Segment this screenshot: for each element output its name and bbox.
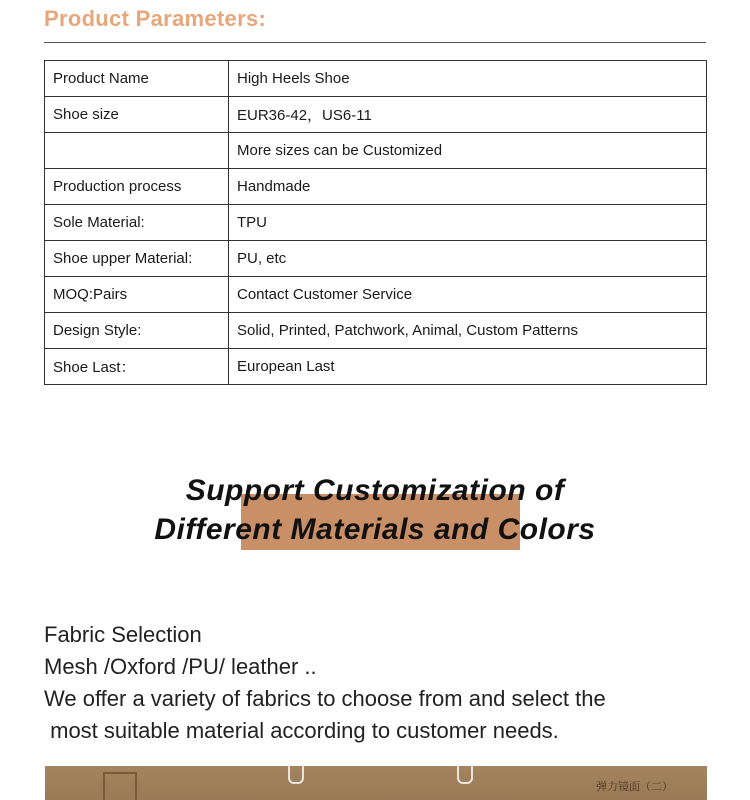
param-value: PU, etc bbox=[229, 241, 707, 277]
table-row bbox=[45, 133, 707, 169]
param-value: Handmade bbox=[229, 169, 707, 205]
table-row bbox=[45, 277, 707, 313]
param-value: Solid, Printed, Patchwork, Animal, Custom Patterns bbox=[229, 313, 707, 349]
title-divider bbox=[44, 42, 706, 43]
table-row bbox=[45, 241, 707, 277]
param-value: TPU bbox=[229, 205, 707, 241]
param-label: Product Name bbox=[45, 61, 229, 97]
fabric-options: Mesh /Oxford /PU/ leather .. bbox=[44, 654, 317, 679]
param-label: Production process bbox=[45, 169, 229, 205]
param-label bbox=[45, 133, 229, 169]
binder-ring-icon bbox=[288, 766, 304, 784]
fabric-description-2: most suitable material according to customer needs. bbox=[44, 718, 559, 743]
param-value: European Last bbox=[229, 349, 707, 385]
brand-logo-mark bbox=[103, 772, 137, 800]
sample-tag: 弹力镜面（二） bbox=[596, 781, 673, 793]
param-value: High Heels Shoe bbox=[229, 61, 707, 97]
fabric-section bbox=[44, 619, 724, 747]
table-row bbox=[45, 169, 707, 205]
product-parameters-table bbox=[44, 60, 707, 385]
fabric-sample-photo bbox=[45, 766, 707, 800]
binder-ring-icon bbox=[457, 766, 473, 784]
banner-line-2: Different Materials and Colors bbox=[154, 513, 596, 546]
fabric-title: Fabric Selection bbox=[44, 622, 202, 647]
table-row bbox=[45, 97, 707, 133]
table-row bbox=[45, 313, 707, 349]
section-title: Product Parameters: bbox=[44, 6, 267, 31]
table-row bbox=[45, 349, 707, 385]
param-label: Shoe upper Material: bbox=[45, 241, 229, 277]
param-label: MOQ:Pairs bbox=[45, 277, 229, 313]
param-value: EUR36-42，US6-11 bbox=[229, 97, 707, 133]
table-row bbox=[45, 61, 707, 97]
param-label: Design Style: bbox=[45, 313, 229, 349]
param-value: More sizes can be Customized bbox=[229, 133, 707, 169]
table-row bbox=[45, 205, 707, 241]
param-label: Sole Material: bbox=[45, 205, 229, 241]
fabric-description-1: We offer a variety of fabrics to choose from and select the bbox=[44, 686, 606, 711]
param-value: Contact Customer Service bbox=[229, 277, 707, 313]
param-label: Shoe Last： bbox=[45, 349, 229, 385]
param-label: Shoe size bbox=[45, 97, 229, 133]
banner-line-1: Support Customization of bbox=[185, 474, 565, 507]
